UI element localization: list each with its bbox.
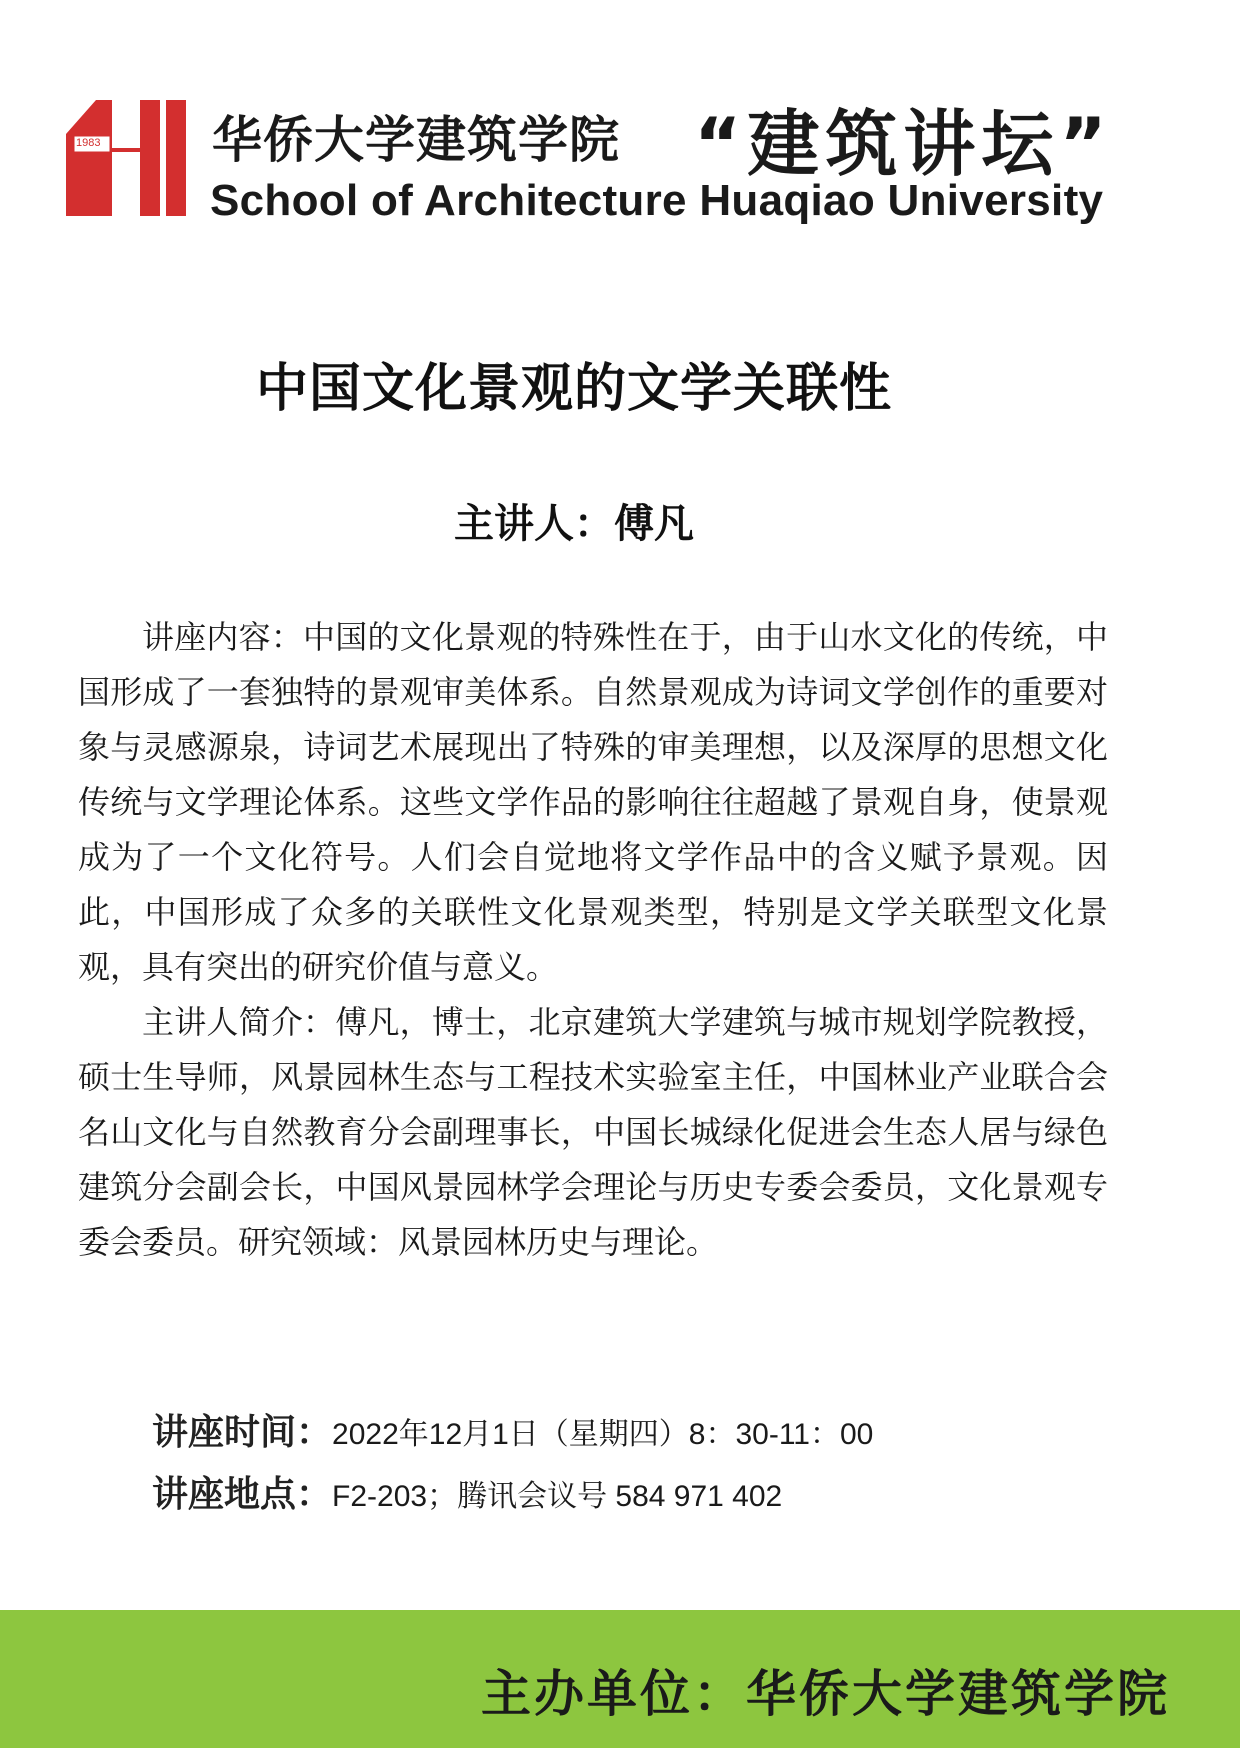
place-label: 讲座地点： xyxy=(152,1474,333,1515)
lecture-time xyxy=(152,1404,1052,1455)
lecture-description xyxy=(78,610,1108,1270)
school-name-cn: 华侨大学建筑学院 xyxy=(212,111,620,169)
organizer: 主办单位：华侨大学建筑学院 xyxy=(481,1665,1170,1723)
footer-band xyxy=(0,1610,1240,1748)
place-value: F2-203；腾讯会议号 584 971 402 xyxy=(332,1480,783,1513)
lecture-title: 中国文化景观的文学关联性 xyxy=(255,359,892,419)
school-logo-graphic xyxy=(66,100,186,216)
forum-title: “建筑讲坛” xyxy=(694,102,1113,186)
content-paragraph: 讲座内容：中国的文化景观的特殊性在于，由于山水文化的传统，中国形成了一套独特的景观审美体系。自然景观成为诗词文学创作的重要对象与灵感源泉，诗词艺术展现出了特殊的审美理想，以及深厚的思想文化传统与文学理论体系。这些文学作品的影响往往超越了景观自身，使景观成为了一个文化符号。人们会自觉地将文学作品中的含义赋予景观。因此，中国形成了众多的关联性文化景观类型，特别是文学关联型文化景观，具有突出的研究价值与意义。 xyxy=(78,618,1108,986)
time-label: 讲座时间： xyxy=(152,1412,333,1453)
time-value: 2022年12月1日（星期四）8：30-11：00 xyxy=(332,1418,874,1451)
school-logo xyxy=(66,100,186,216)
lecture-place xyxy=(152,1466,1052,1517)
logo-year: 1983 xyxy=(76,137,101,149)
school-name-en: School of Architecture Huaqiao University xyxy=(210,176,1104,225)
speaker-line: 主讲人：傅凡 xyxy=(454,501,694,547)
speaker-bio-paragraph: 主讲人简介：傅凡，博士，北京建筑大学建筑与城市规划学院教授，硕士生导师，风景园林生态与工程技术实验室主任，中国林业产业联合会名山文化与自然教育分会副理事长，中国长城绿化促进会生态人居与绿色建筑分会副会长，中国风景园林学会理论与历史专委会委员，文化景观专委会委员。研究领域：风景园林历史与理论。 xyxy=(78,1003,1108,1261)
